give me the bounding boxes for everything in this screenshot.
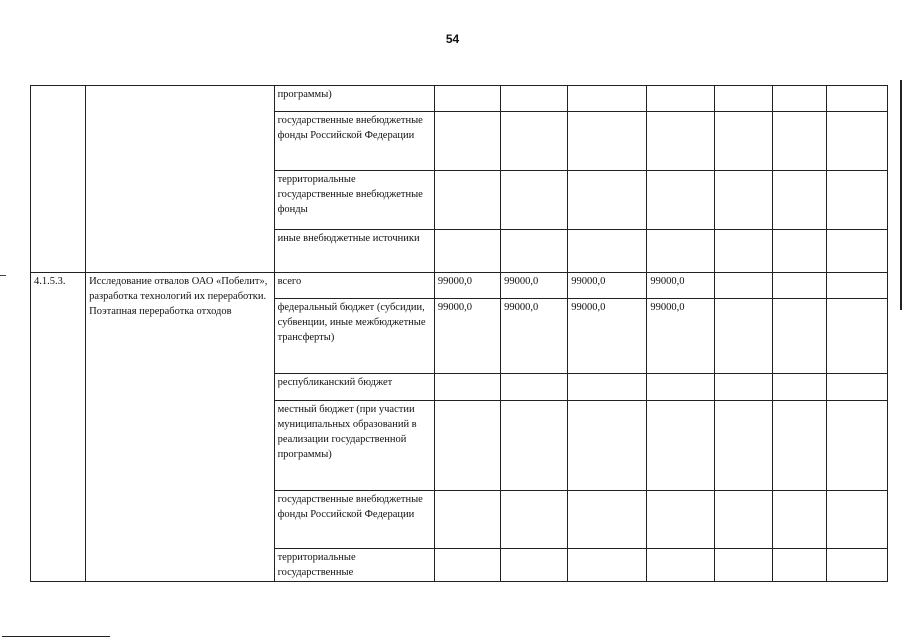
value-cell [647,491,714,549]
value-cell [501,549,568,582]
value-cell [826,401,887,491]
value-cell [568,401,647,491]
value-cell [501,491,568,549]
value-cell [826,491,887,549]
value-cell [434,374,500,401]
value-cell [714,299,772,374]
source-label: иные внебюджетные источники [274,230,434,273]
table-row [31,273,888,299]
page-number: 54 [445,32,460,46]
value-cell: 99000,0 [568,299,647,374]
value-cell [714,273,772,299]
source-label: программы) [274,86,434,112]
source-label: государственные внебюджетные фонды Российской Федерации [274,491,434,549]
source-label: федеральный бюджет (субсидии, субвенции, иные межбюджетные трансферты) [274,299,434,374]
value-cell [501,374,568,401]
source-label: территориальные государственные внебюджетные фонды [274,171,434,230]
code-cell-empty [31,86,86,273]
name-cell-empty [86,86,274,273]
source-label: всего [274,273,434,299]
value-cell [826,374,887,401]
value-cell: 99000,0 [434,273,500,299]
value-cell [647,549,714,582]
source-label: территориальные государственные [274,549,434,582]
footnote-separator [2,636,110,637]
value-cell [434,491,500,549]
table-row [31,86,888,112]
value-cell [714,549,772,582]
value-cell [568,549,647,582]
value-cell [772,273,826,299]
value-cell [568,374,647,401]
value-cell [772,491,826,549]
value-cell [647,374,714,401]
source-label: местный бюджет (при участии муниципальных образований в реализации государственной программы) [274,401,434,491]
value-cell [714,374,772,401]
value-cell [826,299,887,374]
value-cell [434,401,500,491]
value-cell: 99000,0 [647,299,714,374]
funding-table [30,85,888,582]
value-cell [772,374,826,401]
value-cell [501,401,568,491]
value-cell [568,491,647,549]
value-cell [647,401,714,491]
value-cell [714,491,772,549]
value-cell: 99000,0 [568,273,647,299]
value-cell: 99000,0 [501,299,568,374]
scan-edge-mark [900,80,902,310]
value-cell [714,401,772,491]
value-cell: 99000,0 [434,299,500,374]
value-cell: 99000,0 [647,273,714,299]
source-label: государственные внебюджетные фонды Российской Федерации [274,112,434,171]
value-cell [434,549,500,582]
value-cell [772,401,826,491]
source-label: республиканский бюджет [274,374,434,401]
item-code: 4.1.5.3. [31,273,86,582]
item-name: Исследование отвалов ОАО «Побелит», разработка технологий их переработки. Поэтапная переработка отходов [86,273,274,582]
value-cell [826,549,887,582]
value-cell: 99000,0 [501,273,568,299]
value-cell [826,273,887,299]
value-cell [772,299,826,374]
value-cell [772,549,826,582]
margin-tick [0,275,6,276]
